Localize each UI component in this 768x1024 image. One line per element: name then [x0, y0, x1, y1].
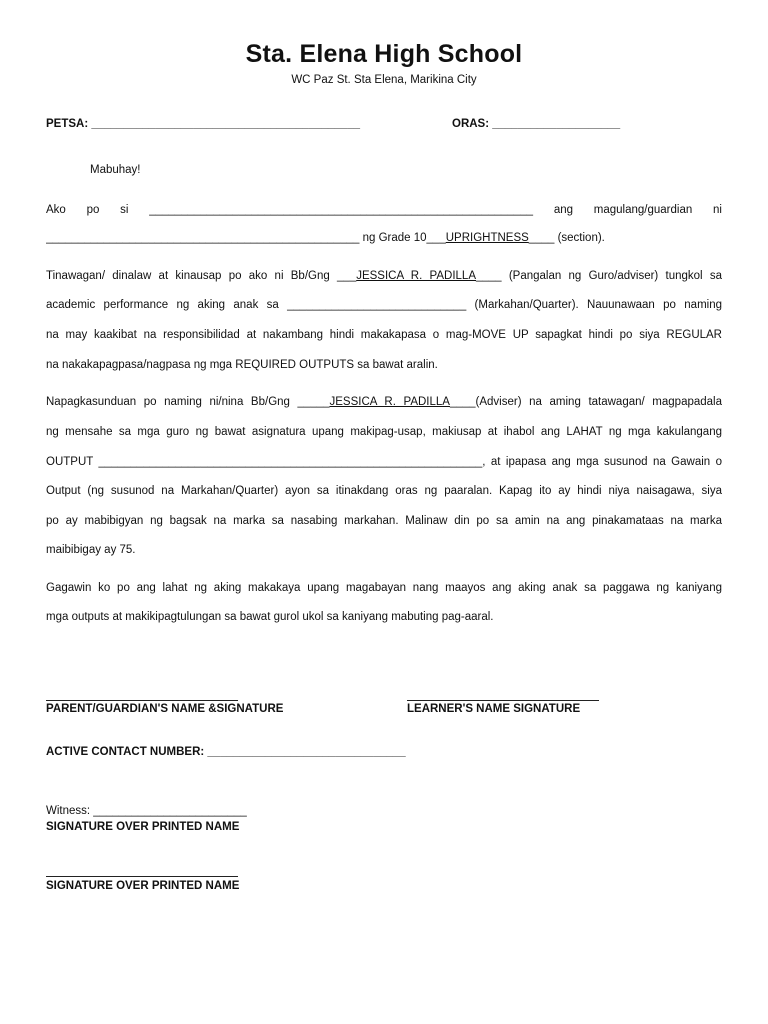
paragraph1-line1: Ako po si ____________________________________________________________ ang magulang/guardian ni — [46, 204, 722, 216]
learner-signature-label: LEARNER'S NAME SIGNATURE — [407, 703, 581, 715]
contact-number-field: ACTIVE CONTACT NUMBER: _______________________________ — [46, 746, 406, 758]
section-pre-blank: ___ — [426, 232, 446, 244]
paragraph3-line5: po ay mabibigyan ng bagsak na marka sa nasabing markahan. Malinaw din po sa amin na ang pinakamataas na marka — [46, 515, 722, 527]
parent-signature-line — [46, 700, 238, 701]
parent-signature-label: PARENT/GUARDIAN'S NAME &SIGNATURE — [46, 703, 284, 715]
paragraph3-line3: OUTPUT ____________________________________________________________, at ipapasa ang mga susunod na Gawain o — [46, 456, 722, 468]
learner-signature-line — [407, 700, 599, 701]
paragraph1-line2-suffix: ____ (section). — [528, 232, 605, 244]
section-value: UPRIGHTNESS — [445, 232, 529, 244]
petsa-field: PETSA: __________________________________________ — [46, 118, 360, 130]
second-signature-line — [46, 876, 238, 877]
paragraph4-line1: Gagawin ko po ang lahat ng aking makakaya upang magabayan nang maayos ang aking anak sa paggawa ng kaniyang — [46, 582, 722, 594]
paragraph3-line1-suffix: ____(Adviser) na aming tatawagan/ magpapadala — [449, 396, 722, 408]
teacher-name: JESSICA R. PADILLA — [356, 270, 476, 282]
paragraph3-line1 — [46, 396, 722, 408]
school-name: Sta. Elena High School — [245, 40, 523, 68]
paragraph3-line1-prefix: Napagkasunduan po naming ni/nina Bb/Gng _____ — [46, 396, 330, 408]
paragraph2-line1-suffix: ____ (Pangalan ng Guro/adviser) tungkol sa — [476, 270, 722, 282]
adviser-name: JESSICA R. PADILLA — [329, 396, 450, 408]
paragraph4-line2: mga outputs at makikipagtulungan sa bawat gurol ukol sa kaniyang mabuting pag-aaral. — [46, 611, 494, 623]
paragraph2-line1 — [46, 270, 722, 282]
paragraph3-line6: maibibigay ay 75. — [46, 544, 136, 556]
paragraph2-line4: na nakakapagpasa/nagpasa ng mga REQUIRED OUTPUTS sa bawat aralin. — [46, 359, 438, 371]
second-signature-label: SIGNATURE OVER PRINTED NAME — [46, 880, 240, 892]
witness-field: Witness: ________________________ — [46, 805, 247, 817]
greeting: Mabuhay! — [90, 164, 141, 176]
oras-field: ORAS: ____________________ — [452, 118, 621, 130]
paragraph2-line3: na may kaakibat na responsibilidad at nakambang hindi makakapasa o mag-MOVE UP sapagkat hindi po siya REGULAR — [46, 329, 722, 341]
paragraph2-line2: academic performance ng aking anak sa ____________________________ (Markahan/Quarter). Nauunawaan po naming — [46, 299, 722, 311]
witness-signature-label: SIGNATURE OVER PRINTED NAME — [46, 821, 240, 833]
school-address: WC Paz St. Sta Elena, Marikina City — [291, 74, 477, 86]
paragraph3-line4: Output (ng susunod na Markahan/Quarter) ayon sa itinakdang oras ng paaralan. Kapag ito ay hindi niya naisagawa, siya — [46, 485, 722, 497]
paragraph3-line2: ng mensahe sa mga guro ng bawat asignatura upang makipag-usap, makiusap at ihabol ang LAHAT ng mga kakulangang — [46, 426, 722, 438]
paragraph1-line2-prefix: _________________________________________________ ng Grade 10 — [46, 232, 427, 244]
paragraph1-line2 — [46, 232, 722, 244]
paragraph2-line1-prefix: Tinawagan/ dinalaw at kinausap po ako ni Bb/Gng ___ — [46, 270, 357, 282]
